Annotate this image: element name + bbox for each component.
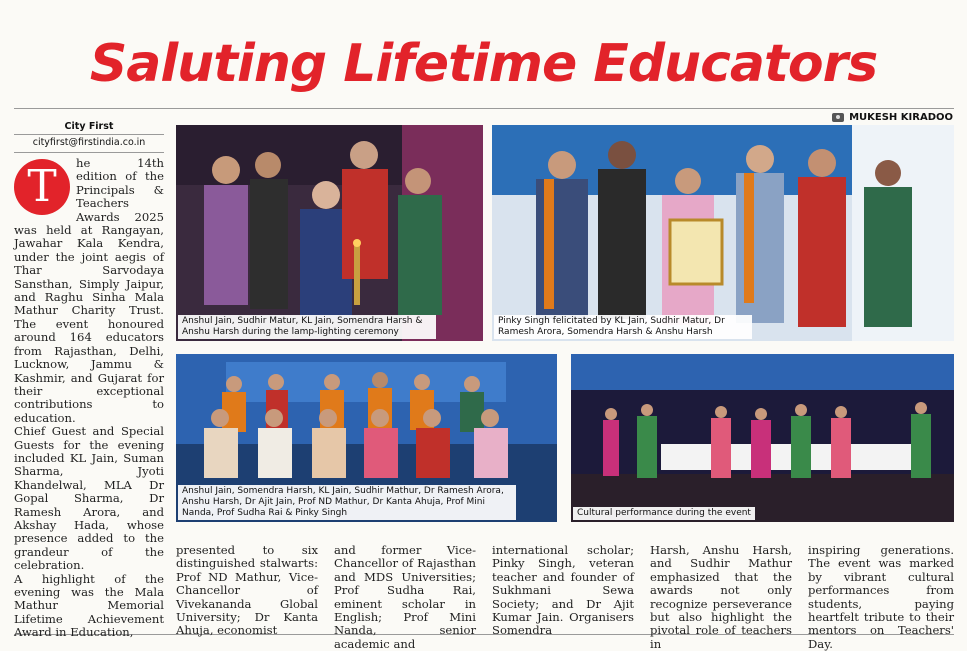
photo-credit — [832, 112, 953, 123]
article-column-5: Harsh, Anshu Harsh, and Sudhir Mathur emphasized that the awards not only recognize perseverance but also highlight the pivotal role of teachers in — [650, 543, 792, 651]
article-column-4: international scholar; Pinky Singh, veteran teacher and founder of Sukhmani Sewa Society; and Dr Ajit Kumar Jain. Organisers Somendra — [492, 543, 634, 638]
photo-lamp-lighting-image — [176, 125, 483, 341]
drop-cap: T — [14, 159, 70, 215]
byline-rule — [14, 134, 164, 135]
photo-group — [176, 354, 557, 522]
photo-felicitation-image — [492, 125, 954, 341]
top-rule — [14, 108, 954, 109]
camera-icon — [832, 113, 844, 122]
photo-cultural-performance — [571, 354, 954, 522]
photo-credit-name: MUKESH KIRADOO — [849, 112, 953, 123]
photo-cultural-performance-image — [571, 354, 954, 522]
article-column-3: and former Vice-Chancellor of Rajasthan and MDS Universities; Prof Sudha Rai, eminent scholar in English; Prof Mini Nanda, senior academic and — [334, 543, 476, 651]
photo-caption: Anshul Jain, Sudhir Matur, KL Jain, Somendra Harsh & Anshu Harsh during the lamp-lighting ceremony — [178, 315, 436, 339]
photo-caption: Anshul Jain, Somendra Harsh, KL Jain, Sudhir Mathur, Dr Ramesh Arora, Anshu Harsh, Dr Ajit Jain, Prof ND Mathur, Dr Kanta Ahuja, Prof Mini Nanda, Prof Sudha Rai & Pinky Singh — [178, 485, 516, 520]
photo-lamp-lighting — [176, 125, 483, 341]
photo-caption: Cultural performance during the event — [573, 507, 755, 520]
article-lead: he 14th edition of the Principals & Teachers Awards 2025 was held at Rangayan, Jawahar Kala Kendra, under the joint aegis of Thar Sarvodaya Sansthan, Simply Jaipur, and Raghu Sinha Mala Mathur Charity Trust. The event honoured around 164 educators from Rajasthan, Delhi, Lucknow, Jammu & Kashmir, and Gujarat for their exceptional contributions to education. — [14, 156, 164, 425]
photo-caption: Pinky Singh felicitated by KL Jain, Sudhir Matur, Dr Ramesh Arora, Somendra Harsh & Anshu Harsh — [494, 315, 752, 339]
article-paragraph: Chief Guest and Special Guests for the evening included KL Jain, Suman Sharma, Jyoti Khandelwal, MLA Dr Gopal Sharma, Dr Ramesh Arora, and Akshay Hada, whose presence added to the grandeur of the celebration. — [14, 424, 164, 573]
photo-felicitation — [492, 125, 954, 341]
byline-email: cityfirst@firstindia.co.in — [32, 137, 146, 148]
article-column-1 — [14, 156, 164, 640]
article-column-2: presented to six distinguished stalwarts: Prof ND Mathur, Vice-Chancellor of Vivekananda Global University; Dr Kanta Ahuja, economist — [176, 543, 318, 638]
byline-rule-2 — [14, 152, 164, 153]
byline-section: City First — [64, 121, 114, 132]
article-paragraph: A highlight of the evening was the Mala Mathur Memorial Lifetime Achievement Award in Education, — [14, 571, 164, 640]
headline: Saluting Lifetime Educators — [89, 34, 878, 94]
article-column-6: inspiring generations. The event was marked by vibrant cultural performances from students, paying heartfelt tribute to their mentors on Teachers' Day. — [808, 543, 954, 651]
